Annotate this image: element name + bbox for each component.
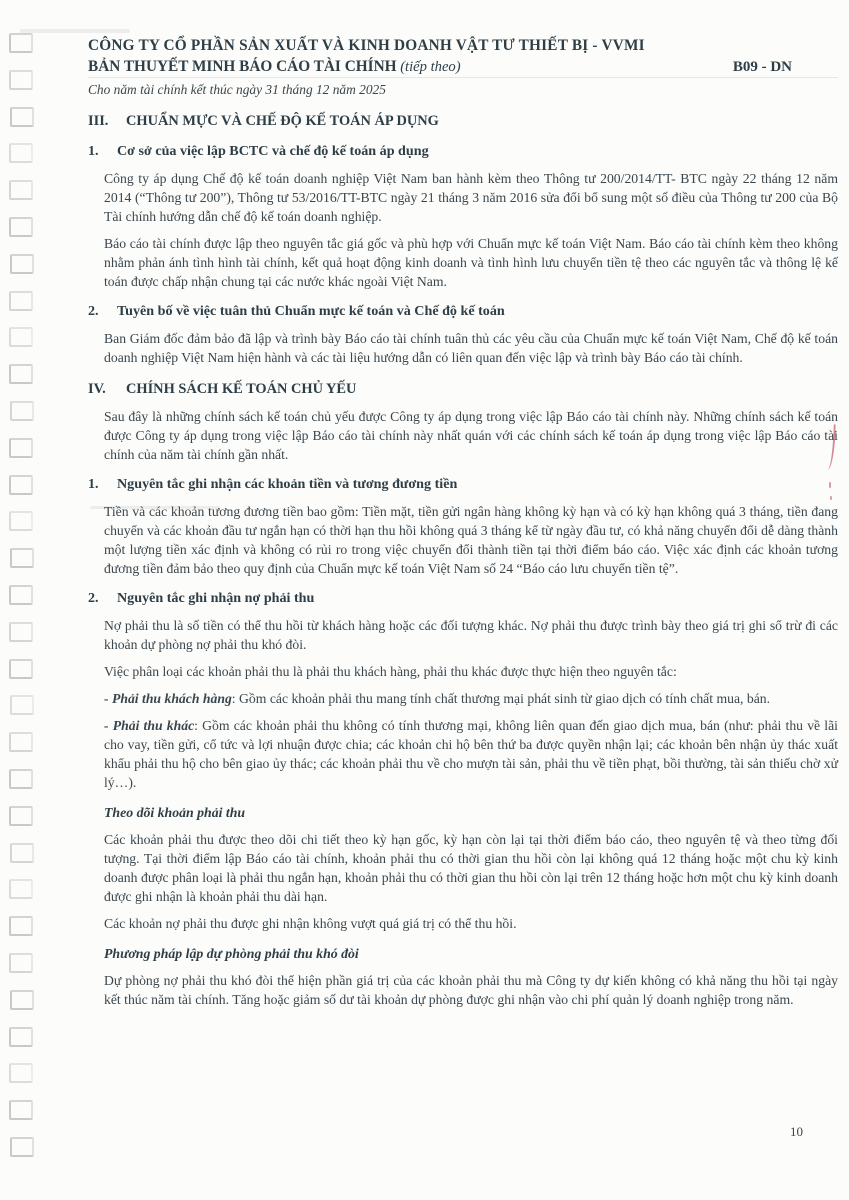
company-name: CÔNG TY CỔ PHẦN SẢN XUẤT VÀ KINH DOANH VẬT TƯ THIẾT BỊ - VVMI [88,37,645,54]
section-iv-intro [104,407,838,464]
binding-hole [9,622,33,642]
paragraph: Các khoản phải thu được theo dõi chi tiết theo kỳ hạn gốc, kỳ hạn còn lại tại thời điểm báo cáo, theo nguyên tệ và theo từng đối tượng. Tại thời điểm lập Báo cáo tài chính, khoản phải thu có thời gian thu hồi còn lại không quá 12 tháng hoặc một chu kỳ kinh doanh được phân loại là phải thu ngắn hạn, khoản phải thu có thời gian thu hồi còn lại trên 12 tháng hoặc hơn một chu kỳ kinh doanh được ghi nhận là khoản phải thu dài hạn. [104,832,838,904]
binding-hole [9,327,33,347]
binding-hole [9,364,33,384]
binding-hole [9,291,33,311]
item-body [104,502,838,578]
binding-hole [9,732,33,752]
binding-hole [9,33,33,53]
paragraph: Ban Giám đốc đảm bảo đã lập và trình bày Báo cáo tài chính tuân thủ các yêu cầu của Chuẩn mực kế toán Việt Nam, Chế độ kế toán doanh nghiệp Việt Nam hiện hành và các tài liệu hướng dẫn có liên quan đến việc lập và trình bày Báo cáo tài chính. [104,331,838,365]
item-iv-1 [88,475,838,578]
item-iii-2 [88,302,838,367]
item-iv-2 [88,589,838,1009]
binding-hole [9,953,33,973]
binding-hole [9,879,33,899]
binding-hole [10,401,34,421]
binding-hole [9,585,33,605]
page-number: 10 [790,1124,803,1139]
item-number: 1. [88,143,99,159]
sub-heading: Theo dõi khoản phải thu [104,805,246,820]
section-heading-text: CHÍNH SÁCH KẾ TOÁN CHỦ YẾU [126,381,357,397]
binding-hole [10,843,34,863]
scan-smudge [20,29,130,33]
item-body [104,169,838,291]
item-body [104,616,838,1009]
paragraph: Dự phòng nợ phải thu khó đòi thể hiện phần giá trị của các khoản phải thu mà Công ty dự kiến không có khả năng thu hồi tại ngày kết thúc năm tài chính. Tăng hoặc giảm số dư tài khoản dự phòng được ghi nhận vào chi phí quản lý doanh nghiệp trong năm. [104,973,838,1007]
paragraph [104,716,838,792]
binding-hole [10,254,34,274]
binding-hole [10,107,34,127]
section-heading-iii [88,112,838,131]
binding-hole [9,511,33,531]
paragraph-lead: - Phải thu khác [104,718,195,733]
item-title-text: Nguyên tắc ghi nhận các khoản tiền và tương đương tiền [117,476,458,492]
binding-hole [9,475,33,495]
paragraph: Việc phân loại các khoản phải thu là phải thu khách hàng, phải thu khác được thực hiện theo nguyên tắc: [104,664,677,679]
section-numeral: III. [88,113,109,129]
binding-hole [9,1027,33,1047]
item-title-text: Tuyên bố về việc tuân thủ Chuẩn mực kế toán và Chế độ kế toán [117,303,505,319]
binding-hole [9,659,33,679]
binding-hole [9,1100,33,1120]
binding-holes [9,0,43,1200]
paragraph [104,689,838,708]
item-number: 2. [88,590,99,606]
item-title [88,475,838,494]
item-title [88,302,838,321]
binding-hole [9,806,33,826]
document-title-text: BẢN THUYẾT MINH BÁO CÁO TÀI CHÍNH [88,58,397,75]
item-title-text: Nguyên tắc ghi nhận nợ phải thu [117,590,315,606]
paragraph: Sau đây là những chính sách kế toán chủ yếu được Công ty áp dụng trong việc lập Báo cáo tài chính này. Những chính sách kế toán được Công ty áp dụng trong việc lập Báo cáo tài chính này nhất quán với các chính sách kế toán áp dụng trong việc lập Báo cáo tài chính của năm tài chính gần nhất. [104,409,838,462]
binding-hole [10,990,34,1010]
sub-heading: Phương pháp lập dự phòng phải thu khó đòi [104,946,359,961]
fiscal-period: Cho năm tài chính kết thúc ngày 31 tháng 12 năm 2025 [88,82,386,97]
paragraph: Tiền và các khoản tương đương tiền bao gồm: Tiền mặt, tiền gửi ngân hàng không kỳ hạn và có kỳ hạn không quá 3 tháng, tiền đang chuyển và các khoản đầu tư ngắn hạn có thời hạn thu hồi không quá 3 tháng kể từ ngày đầu tư, có khả năng chuyển đổi dễ dàng thành một lượng tiền xác định và không có rủi ro trong việc chuyển đổi thành tiền tại thời điểm báo cáo. Việc xác định các khoản tương đương tiền đảm bảo theo quy định của Chuẩn mực kế toán Việt Nam số 24 “Báo cáo lưu chuyển tiền tệ”. [104,504,838,576]
binding-hole [10,1137,34,1157]
binding-hole [10,548,34,568]
paragraph: Các khoản nợ phải thu được ghi nhận không vượt quá giá trị có thể thu hồi. [104,916,517,931]
binding-hole [9,769,33,789]
binding-hole [9,438,33,458]
paragraph: Nợ phải thu là số tiền có thể thu hồi từ khách hàng hoặc các đối tượng khác. Nợ phải thu được trình bày theo giá trị ghi sổ trừ đi các khoản dự phòng nợ phải thu khó đòi. [104,618,838,652]
document-title-suffix: (tiếp theo) [396,59,461,75]
item-title [88,589,838,608]
form-code: B09 - DN [732,59,792,75]
paragraph-text: : Gồm các khoản phải thu mang tính chất thương mại phát sinh từ giao dịch có tính chất mua, bán. [231,691,771,706]
item-title [88,142,838,161]
binding-hole [9,916,33,936]
document-title-row [88,57,838,77]
item-number: 1. [88,476,99,492]
item-number: 2. [88,303,99,319]
item-iii-1 [88,142,838,291]
section-heading-iv [88,380,838,399]
binding-hole [9,70,33,90]
section-heading-text: CHUẨN MỰC VÀ CHẾ ĐỘ KẾ TOÁN ÁP DỤNG [126,113,439,129]
document-content [88,36,838,1017]
binding-hole [9,180,33,200]
binding-hole [10,695,34,715]
section-numeral: IV. [88,381,106,397]
binding-hole [9,1063,33,1083]
binding-hole [9,217,33,237]
document-title [88,57,461,77]
item-body [104,329,838,367]
header-divider [88,77,838,78]
paragraph: Báo cáo tài chính được lập theo nguyên tắc giá gốc và phù hợp với Chuẩn mực kế toán Việt Nam. Báo cáo tài chính kèm theo không nhằm phản ánh tình hình tài chính, kết quả hoạt động kinh doanh và tình hình lưu chuyển tiền tệ theo các nguyên tắc và thông lệ kế toán được chấp nhận chung tại các nước khác ngoài Việt Nam. [104,236,838,289]
paragraph: Công ty áp dụng Chế độ kế toán doanh nghiệp Việt Nam ban hành kèm theo Thông tư 200/2014/TT- BTC ngày 22 tháng 12 năm 2014 (“Thông tư 200”), Thông tư 53/2016/TT-BTC ngày 21 tháng 3 năm 2016 sửa đổi bổ sung một số điều của Thông tư 200 của Bộ Tài chính hướng dẫn chế độ kế toán doanh nghiệp. [104,171,838,224]
item-title-text: Cơ sở của việc lập BCTC và chế độ kế toán áp dụng [117,143,429,159]
paragraph-text: : Gồm các khoản phải thu không có tính thương mại, không liên quan đến giao dịch mua, bán (như: phải thu về lãi cho vay, tiền gửi, cổ tức và lợi nhuận được chia; các khoản chi hộ bên thứ ba được quyền nhận lại; các khoản bên nhận ủy thác xuất khẩu phải thu hộ cho bên giao ủy thác; các khoản phải thu về cho mượn tài sản, phải thu về tiền phạt, bồi thường, tài sản thiếu chờ xử lý…). [104,718,838,790]
binding-hole [9,143,33,163]
paragraph-lead: - Phải thu khách hàng [104,691,232,706]
